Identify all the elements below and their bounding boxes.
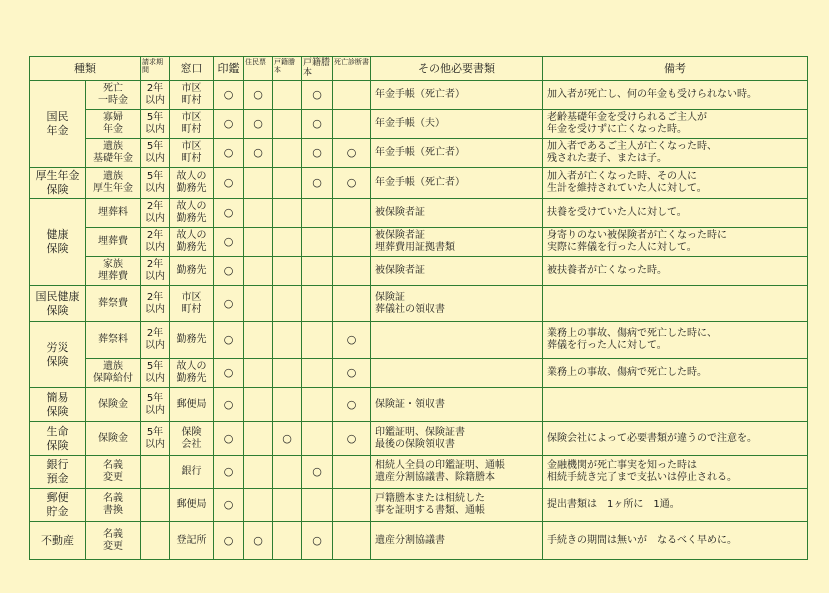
period-cell (141, 456, 170, 489)
period-cell (141, 489, 170, 522)
item-cell: 家族 埋葬費 (86, 257, 141, 286)
table-row (30, 139, 808, 168)
mark-jumin (244, 257, 273, 286)
mark-inkan: ○ (214, 456, 244, 489)
docs-cell (371, 322, 543, 359)
mark-jumin (244, 322, 273, 359)
mark-jumin: ○ (244, 522, 273, 560)
item-cell: 死亡 一時金 (86, 81, 141, 110)
note-cell: 加入者であるご主人が亡くなった時、 残された妻子、または子。 (543, 139, 808, 168)
mark-inkan: ○ (214, 228, 244, 257)
window-cell: 登記所 (170, 522, 214, 560)
mark-koseki (273, 199, 302, 228)
table-row (30, 228, 808, 257)
mark-jumin: ○ (244, 81, 273, 110)
note-cell: 加入者が亡くなった時、その人に 生計を維持されていた人に対して。 (543, 168, 808, 199)
header-jumin: 住民票 (244, 57, 273, 81)
mark-inkan: ○ (214, 286, 244, 322)
category-cell: 不動産 (30, 522, 86, 560)
header-period: 請求期間 (141, 57, 170, 81)
item-cell: 名義 書換 (86, 489, 141, 522)
mark-koseki (273, 286, 302, 322)
mark-koseki2: ○ (302, 456, 333, 489)
mark-koseki2 (302, 257, 333, 286)
category-cell: 郵便 貯金 (30, 489, 86, 522)
item-cell: 名義 変更 (86, 456, 141, 489)
window-cell: 市区 町村 (170, 139, 214, 168)
item-cell: 名義 変更 (86, 522, 141, 560)
docs-cell: 保険証・領収書 (371, 388, 543, 422)
item-cell: 遺族 保障給付 (86, 359, 141, 388)
item-cell: 遺族 厚生年金 (86, 168, 141, 199)
mark-shibo (333, 286, 371, 322)
table-row (30, 110, 808, 139)
mark-koseki (273, 110, 302, 139)
table-row (30, 257, 808, 286)
mark-shibo: ○ (333, 422, 371, 456)
mark-koseki2 (302, 359, 333, 388)
mark-koseki2: ○ (302, 110, 333, 139)
window-cell: 市区 町村 (170, 286, 214, 322)
table-row (30, 359, 808, 388)
note-cell: 業務上の事故、傷病で死亡した時に、 葬儀を行った人に対して。 (543, 322, 808, 359)
docs-cell: 相続人全員の印鑑証明、通帳 遺産分割協議書、除籍謄本 (371, 456, 543, 489)
period-cell: 2年 以内 (141, 322, 170, 359)
category-cell: 健康 保険 (30, 199, 86, 286)
docs-cell: 年金手帳（夫） (371, 110, 543, 139)
mark-inkan: ○ (214, 388, 244, 422)
window-cell: 銀行 (170, 456, 214, 489)
note-cell: 業務上の事故、傷病で死亡した時。 (543, 359, 808, 388)
window-cell: 故人の 勤務先 (170, 199, 214, 228)
docs-cell: 年金手帳（死亡者） (371, 139, 543, 168)
mark-koseki (273, 322, 302, 359)
mark-jumin (244, 199, 273, 228)
mark-koseki (273, 168, 302, 199)
period-cell: 2年 以内 (141, 199, 170, 228)
category-cell: 国民 年金 (30, 81, 86, 168)
note-cell (543, 286, 808, 322)
mark-inkan: ○ (214, 110, 244, 139)
table-row (30, 286, 808, 322)
mark-shibo: ○ (333, 139, 371, 168)
mark-jumin (244, 359, 273, 388)
docs-cell: 年金手帳（死亡者） (371, 81, 543, 110)
category-cell: 厚生年金 保険 (30, 168, 86, 199)
mark-koseki (273, 139, 302, 168)
note-cell: 金融機関が死亡事実を知った時は 相続手続き完了まで支払いは停止される。 (543, 456, 808, 489)
mark-shibo (333, 257, 371, 286)
table-row (30, 322, 808, 359)
mark-inkan: ○ (214, 522, 244, 560)
mark-koseki2: ○ (302, 168, 333, 199)
window-cell: 保険 会社 (170, 422, 214, 456)
item-cell: 埋葬料 (86, 199, 141, 228)
table-row (30, 168, 808, 199)
window-cell: 市区 町村 (170, 110, 214, 139)
period-cell: 5年 以内 (141, 388, 170, 422)
period-cell: 5年 以内 (141, 422, 170, 456)
mark-shibo (333, 228, 371, 257)
mark-koseki2 (302, 489, 333, 522)
docs-cell: 印鑑証明、保険証書 最後の保険領収書 (371, 422, 543, 456)
mark-inkan: ○ (214, 81, 244, 110)
window-cell: 故人の 勤務先 (170, 168, 214, 199)
docs-cell: 遺産分割協議書 (371, 522, 543, 560)
mark-koseki2 (302, 228, 333, 257)
item-cell: 葬祭料 (86, 322, 141, 359)
docs-cell: 被保険者証 (371, 257, 543, 286)
header-inkan: 印鑑 (214, 57, 244, 81)
category-cell: 簡易 保険 (30, 388, 86, 422)
mark-koseki2: ○ (302, 139, 333, 168)
note-cell: 被扶養者が亡くなった時。 (543, 257, 808, 286)
window-cell: 郵便局 (170, 388, 214, 422)
header-kind: 種類 (30, 57, 141, 81)
mark-shibo (333, 522, 371, 560)
docs-cell: 被保険者証 埋葬費用証拠書類 (371, 228, 543, 257)
note-cell: 身寄りのない被保険者が亡くなった時に 実際に葬儀を行った人に対して。 (543, 228, 808, 257)
mark-koseki (273, 456, 302, 489)
window-cell: 故人の 勤務先 (170, 228, 214, 257)
mark-inkan: ○ (214, 322, 244, 359)
mark-koseki (273, 81, 302, 110)
note-cell: 扶養を受けていた人に対して。 (543, 199, 808, 228)
docs-cell: 年金手帳（死亡者） (371, 168, 543, 199)
period-cell: 5年 以内 (141, 139, 170, 168)
mark-koseki2 (302, 199, 333, 228)
header-death-cert: 死亡診断書 (333, 57, 371, 81)
mark-shibo: ○ (333, 322, 371, 359)
mark-inkan: ○ (214, 257, 244, 286)
mark-koseki (273, 489, 302, 522)
mark-koseki2 (302, 388, 333, 422)
mark-koseki (273, 388, 302, 422)
header-notes: 備考 (543, 57, 808, 81)
mark-jumin (244, 422, 273, 456)
document (29, 56, 808, 560)
table-row (30, 81, 808, 110)
header-koseki-2: 戸籍謄本 (302, 57, 333, 81)
item-cell: 遺族 基礎年金 (86, 139, 141, 168)
window-cell: 勤務先 (170, 322, 214, 359)
header-other-docs: その他必要書類 (371, 57, 543, 81)
mark-jumin (244, 168, 273, 199)
docs-cell: 被保険者証 (371, 199, 543, 228)
mark-koseki2 (302, 322, 333, 359)
docs-cell (371, 359, 543, 388)
mark-inkan: ○ (214, 199, 244, 228)
note-cell: 老齢基礎年金を受けられるご主人が 年金を受けずに亡くなった時。 (543, 110, 808, 139)
mark-jumin (244, 286, 273, 322)
note-cell (543, 388, 808, 422)
mark-inkan: ○ (214, 168, 244, 199)
mark-inkan: ○ (214, 359, 244, 388)
period-cell (141, 522, 170, 560)
category-cell: 生命 保険 (30, 422, 86, 456)
mark-koseki2: ○ (302, 522, 333, 560)
docs-cell: 保険証 葬儀社の領収書 (371, 286, 543, 322)
mark-inkan: ○ (214, 489, 244, 522)
period-cell: 2年 以内 (141, 81, 170, 110)
mark-shibo: ○ (333, 168, 371, 199)
mark-shibo (333, 81, 371, 110)
mark-shibo: ○ (333, 359, 371, 388)
mark-koseki (273, 257, 302, 286)
mark-jumin (244, 489, 273, 522)
mark-shibo (333, 110, 371, 139)
mark-koseki2 (302, 422, 333, 456)
note-cell: 手続きの期間は無いが なるべく早めに。 (543, 522, 808, 560)
mark-jumin (244, 456, 273, 489)
note-cell: 提出書類は 1ヶ所に 1通。 (543, 489, 808, 522)
period-cell: 2年 以内 (141, 286, 170, 322)
category-cell: 銀行 預金 (30, 456, 86, 489)
item-cell: 寡婦 年金 (86, 110, 141, 139)
table-row (30, 522, 808, 560)
period-cell: 5年 以内 (141, 359, 170, 388)
docs-cell: 戸籍謄本または相続した 事を証明する書類、通帳 (371, 489, 543, 522)
category-cell: 国民健康 保険 (30, 286, 86, 322)
item-cell: 葬祭費 (86, 286, 141, 322)
mark-jumin: ○ (244, 139, 273, 168)
mark-inkan: ○ (214, 139, 244, 168)
mark-koseki (273, 359, 302, 388)
window-cell: 故人の 勤務先 (170, 359, 214, 388)
mark-shibo (333, 199, 371, 228)
window-cell: 勤務先 (170, 257, 214, 286)
table-row (30, 456, 808, 489)
item-cell: 保険金 (86, 422, 141, 456)
header-window: 窓口 (170, 57, 214, 81)
mark-koseki (273, 522, 302, 560)
item-cell: 保険金 (86, 388, 141, 422)
table-row (30, 489, 808, 522)
mark-koseki (273, 228, 302, 257)
table-row (30, 199, 808, 228)
table-row (30, 388, 808, 422)
window-cell: 郵便局 (170, 489, 214, 522)
mark-koseki: ○ (273, 422, 302, 456)
header-row (30, 57, 808, 81)
mark-jumin: ○ (244, 110, 273, 139)
mark-jumin (244, 228, 273, 257)
procedure-table (29, 56, 808, 560)
header-koseki: 戸籍謄本 (273, 57, 302, 81)
note-cell: 加入者が死亡し、何の年金も受けられない時。 (543, 81, 808, 110)
period-cell: 2年 以内 (141, 228, 170, 257)
mark-shibo (333, 456, 371, 489)
mark-inkan: ○ (214, 422, 244, 456)
mark-shibo: ○ (333, 388, 371, 422)
mark-jumin (244, 388, 273, 422)
period-cell: 2年 以内 (141, 257, 170, 286)
table-row (30, 422, 808, 456)
category-cell: 労災 保険 (30, 322, 86, 388)
mark-koseki2 (302, 286, 333, 322)
note-cell: 保険会社によって必要書類が違うので注意を。 (543, 422, 808, 456)
window-cell: 市区 町村 (170, 81, 214, 110)
item-cell: 埋葬費 (86, 228, 141, 257)
mark-koseki2: ○ (302, 81, 333, 110)
period-cell: 5年 以内 (141, 168, 170, 199)
period-cell: 5年 以内 (141, 110, 170, 139)
mark-shibo (333, 489, 371, 522)
